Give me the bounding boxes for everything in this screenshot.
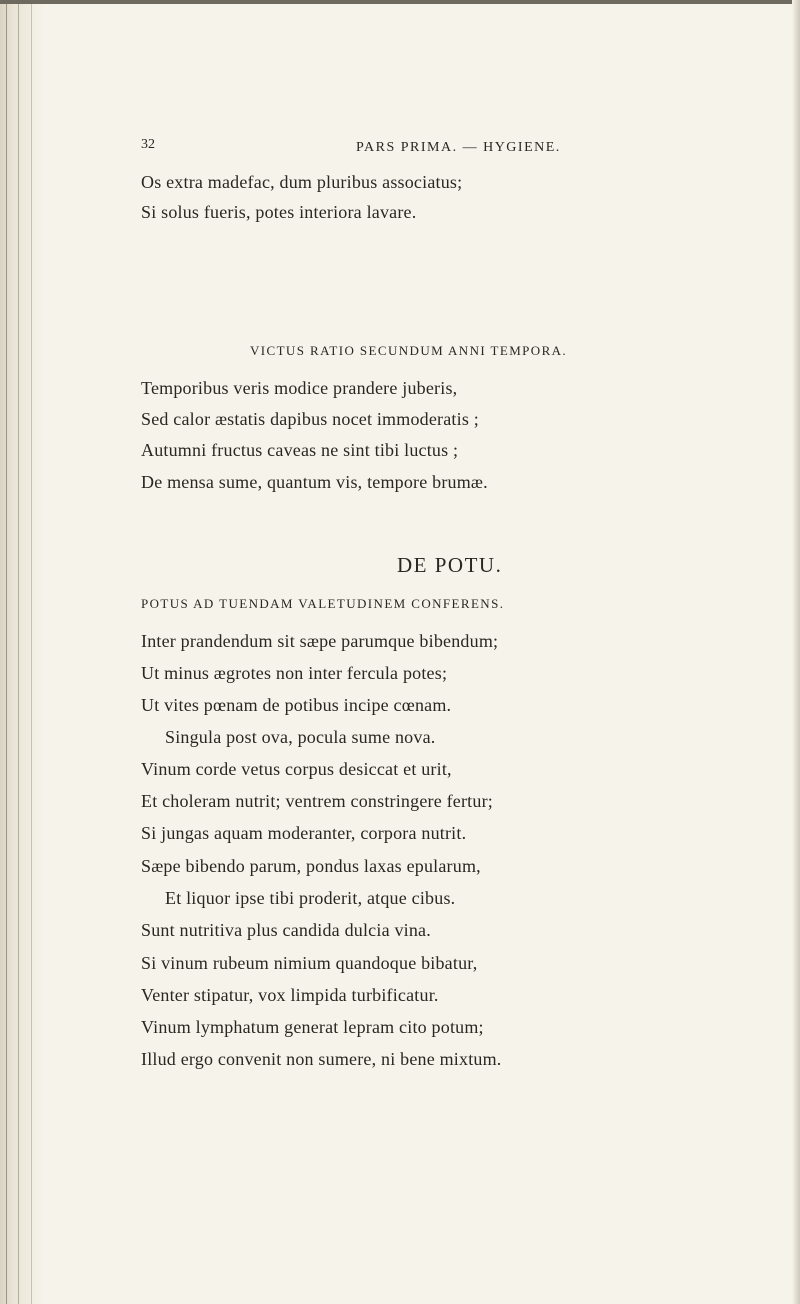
- verse-line: Si solus fueris, potes interiora lavare.: [141, 202, 417, 222]
- running-title: PARS PRIMA. — HYGIENE.: [356, 140, 561, 155]
- verse-line: Venter stipatur, vox limpida turbificatur.: [141, 985, 439, 1005]
- verse-line: Ut minus ægrotes non inter fercula potes;: [141, 663, 448, 683]
- verse-line: Si jungas aquam moderanter, corpora nutrit.: [141, 823, 467, 843]
- verse-line: Vinum lymphatum generat lepram cito potum;: [141, 1017, 484, 1037]
- verse-line: Vinum corde vetus corpus desiccat et urit,: [141, 759, 452, 779]
- page-number: 32: [141, 137, 155, 152]
- verse-line: Si vinum rubeum nimium quandoque bibatur,: [141, 953, 478, 973]
- verse-line: Sunt nutritiva plus candida dulcia vina.: [141, 920, 431, 940]
- verse-line: De mensa sume, quantum vis, tempore brumæ.: [141, 472, 488, 492]
- verse-line: Autumni fructus caveas ne sint tibi luctus ;: [141, 440, 459, 460]
- section-heading-victus: VICTUS RATIO SECUNDUM ANNI TEMPORA.: [250, 343, 568, 358]
- section-subheading-potus: POTUS AD TUENDAM VALETUDINEM CONFERENS.: [141, 596, 505, 611]
- verse-line: Et liquor ipse tibi proderit, atque cibus.: [165, 888, 456, 908]
- verse-line: Inter prandendum sit sæpe parumque bibendum;: [141, 631, 499, 651]
- verse-line: Illud ergo convenit non sumere, ni bene mixtum.: [141, 1049, 502, 1069]
- verse-line: Ut vites pœnam de potibus incipe cœnam.: [141, 695, 452, 715]
- verse-line: Singula post ova, pocula sume nova.: [165, 727, 436, 747]
- verse-line: Sed calor æstatis dapibus nocet immoderatis ;: [141, 409, 479, 429]
- verse-line: Temporibus veris modice prandere juberis,: [141, 378, 458, 398]
- verse-line: Et choleram nutrit; ventrem constringere fertur;: [141, 791, 493, 811]
- verse-line: Sæpe bibendo parum, pondus laxas epularum,: [141, 856, 481, 876]
- verse-line: Os extra madefac, dum pluribus associatus;: [141, 172, 463, 192]
- section-title-de-potu: DE POTU.: [397, 553, 503, 577]
